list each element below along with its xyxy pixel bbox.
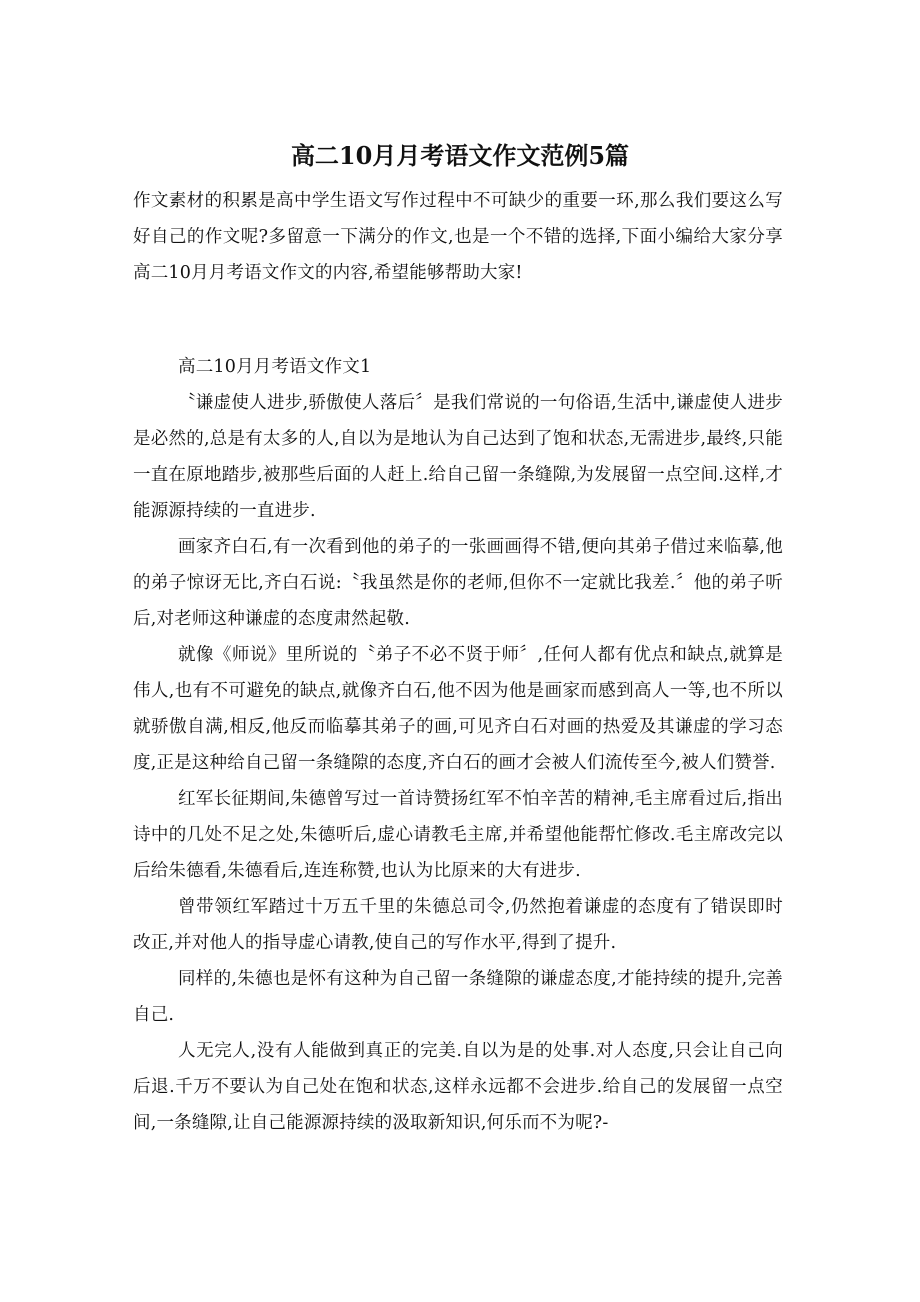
body-paragraph-5: 曾带领红军踏过十万五千里的朱德总司令,仍然抱着谦虚的态度有了错误即时改正,并对他人的指导虚心请教,使自己的写作水平,得到了提升. — [133, 897, 783, 953]
intro-paragraph: 作文素材的积累是高中学生语文写作过程中不可缺少的重要一环,那么我们要这么写好自己的作文呢?多留意一下满分的作文,也是一个不错的选择,下面小编给大家分享高二10月月考语文作文的内容,希望能够帮助大家! — [133, 191, 783, 283]
section-heading: 高二10月月考语文作文1 — [178, 357, 372, 377]
body-paragraph-7: 人无完人,没有人能做到真正的完美.自以为是的处事.对人态度,只会让自己向后退.千万不要认为自己处在饱和状态,这样永远都不会进步.给自己的发展留一点空间,一条缝隙,让自己能源源持续的汲取新知识,何乐而不为呢?- — [133, 1041, 783, 1133]
body-paragraph-3: 就像《师说》里所说的〝弟子不必不贤于师〞,任何人都有优点和缺点,就算是伟人,也有不可避免的缺点,就像齐白石,他不因为他是画家而感到高人一等,也不所以就骄傲自满,相反,他反而临摹其弟子的画,可见齐白石对画的热爱及其谦虚的学习态度,正是这种给自己留一条缝隙的态度,齐白石的画才会被人们流传至今,被人们赞誉. — [133, 645, 783, 773]
body-paragraph-6: 同样的,朱德也是怀有这种为自己留一条缝隙的谦虚态度,才能持续的提升,完善自己. — [133, 969, 783, 1025]
document-body — [133, 183, 783, 1141]
body-paragraph-2: 画家齐白石,有一次看到他的弟子的一张画画得不错,便向其弟子借过来临摹,他的弟子惊讶无比,齐白石说:〝我虽然是你的老师,但你不一定就比我差.〞他的弟子听后,对老师这种谦虚的态度肃然起敬. — [133, 537, 783, 629]
document-title: 高二10月月考语文作文范例5篇 — [290, 141, 630, 170]
body-paragraph-4: 红军长征期间,朱德曾写过一首诗赞扬红军不怕辛苦的精神,毛主席看过后,指出诗中的几处不足之处,朱德听后,虚心请教毛主席,并希望他能帮忙修改.毛主席改完以后给朱德看,朱德看后,连连称赞,也认为比原来的大有进步. — [133, 789, 783, 881]
body-paragraph-1: 〝谦虚使人进步,骄傲使人落后〞是我们常说的一句俗语,生活中,谦虚使人进步是必然的,总是有太多的人,自以为是地认为自己达到了饱和状态,无需进步,最终,只能一直在原地踏步,被那些后面的人赶上.给自己留一条缝隙,为发展留一点空间.这样,才能源源持续的一直进步. — [133, 393, 783, 521]
